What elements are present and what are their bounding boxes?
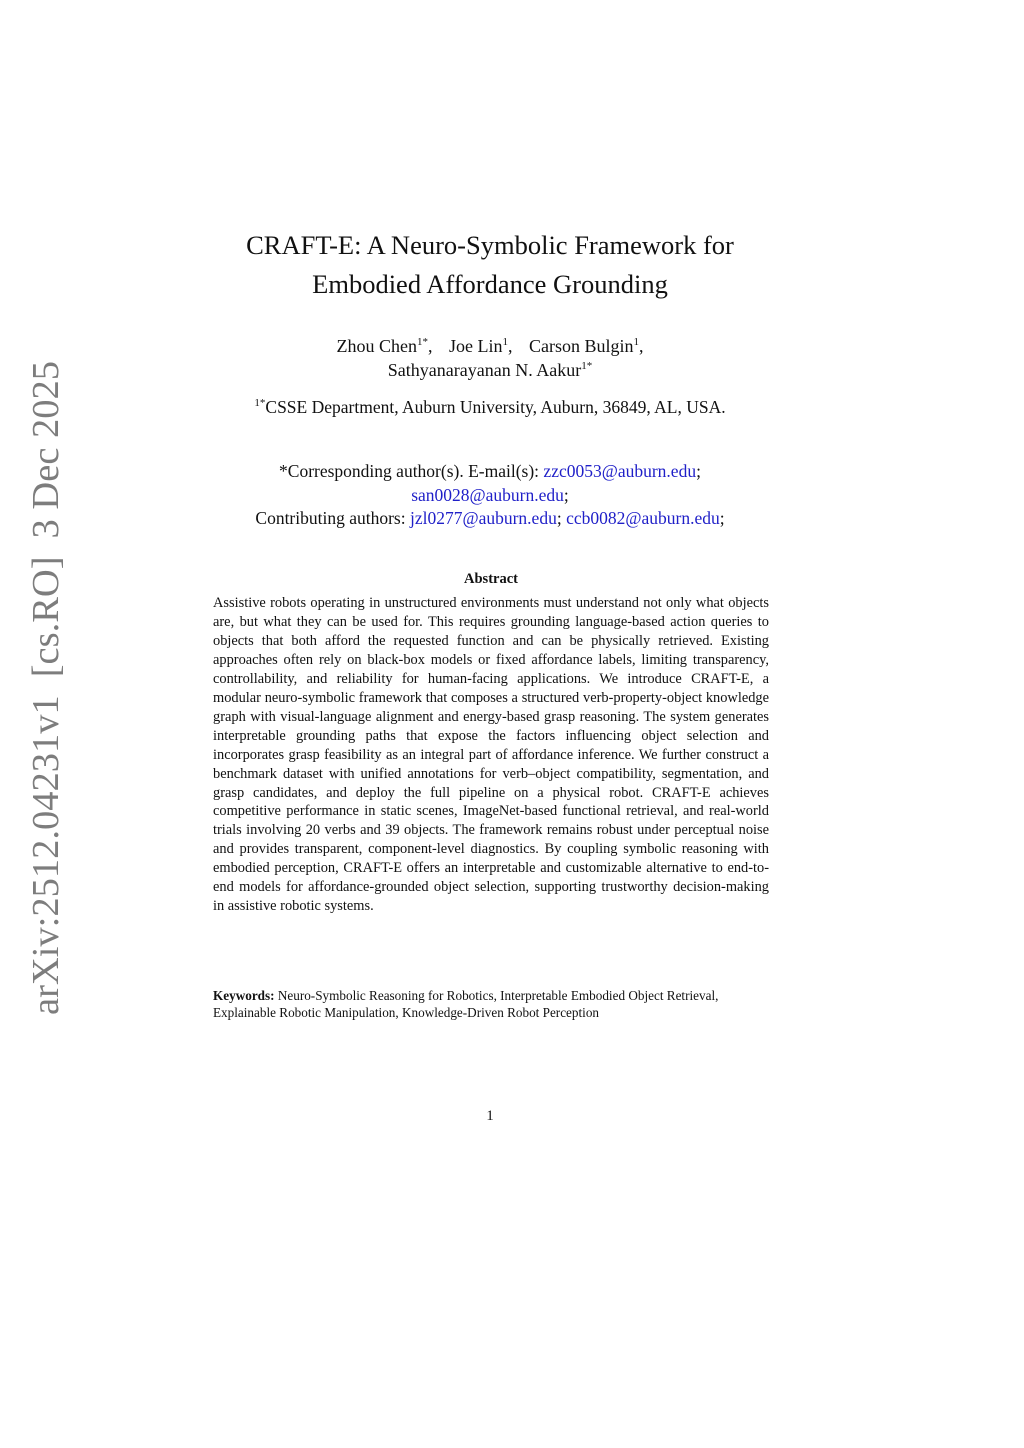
arxiv-stamp bbox=[22, 360, 70, 1015]
email-link[interactable]: zzc0053@auburn.edu bbox=[543, 461, 697, 481]
keywords-label: Keywords: bbox=[213, 988, 275, 1003]
arxiv-category: [cs.RO] bbox=[25, 556, 67, 678]
email-link[interactable]: ccb0082@auburn.edu bbox=[566, 508, 720, 528]
keywords bbox=[213, 988, 769, 1021]
contributing-line: Contributing authors: jzl0277@auburn.edu; ccb0082@auburn.edu; bbox=[255, 508, 725, 528]
title-line-2: Embodied Affordance Grounding bbox=[312, 269, 668, 299]
contributing-label: Contributing authors: bbox=[255, 508, 406, 528]
author-line-2 bbox=[190, 358, 790, 382]
abstract-text: Assistive robots operating in unstructured environments must understand not only what objects are, but what they can be used for. This requires grounding language-based action queries to objects that both afford the requested function and can be physically retrieved. Existing approaches often rely on black-box models or fixed affordance labels, limiting transparency, controllability, and reliability for human-facing applications. We introduce CRAFT-E, a modular neuro-symbolic framework that composes a structured verb-property-object knowledge graph with visual-language alignment and energy-based grasp reasoning. The system generates interpretable grounding paths that expose the factors influencing object selection and incorporates grasp feasibility as an integral part of affordance inference. We further construct a benchmark dataset with unified annotations for verb–object compatibility, segmentation, and grasp candidates, and deploy the full pipeline on a physical robot. CRAFT-E achieves competitive performance in static scenes, ImageNet-based functional retrieval, and real-world trials involving 20 verbs and 39 objects. The framework remains robust under perceptual noise and provides transparent, component-level diagnostics. By coupling symbolic reasoning with embodied perception, CRAFT-E offers an interpretable and customizable alternative to end-to-end models for affordance-grounded object selection, supporting trustworthy decision-making in assistive robotic systems. bbox=[213, 595, 769, 915]
author: Sathyanarayanan N. Aakur$^{1*}$ bbox=[387, 360, 593, 380]
author-list bbox=[190, 334, 790, 382]
corresponding-label: *Corresponding author(s). E-mail(s): bbox=[279, 461, 540, 481]
abstract-heading: Abstract bbox=[464, 571, 518, 587]
corresponding-line-2: san0028@auburn.edu; bbox=[411, 484, 569, 505]
author: Carson Bulgin$^1$, bbox=[528, 336, 644, 356]
arxiv-date: 3 Dec 2025 bbox=[25, 360, 67, 539]
keywords-text: Neuro-Symbolic Reasoning for Robotics, Interpretable Embodied Object Retrieval, Explainable Robotic Manipulation, Knowledge-Driven Robot Perception bbox=[213, 988, 719, 1020]
contact-info bbox=[180, 460, 800, 531]
affiliation bbox=[180, 396, 800, 418]
author: Joe Lin$^1$, bbox=[448, 336, 513, 356]
title-line-1: CRAFT-E: A Neuro-Symbolic Framework for bbox=[246, 230, 734, 260]
corresponding-line: *Corresponding author(s). E-mail(s): zzc0053@auburn.edu; bbox=[279, 461, 701, 481]
paper-title bbox=[190, 226, 790, 304]
arxiv-id: arXiv:2512.04231v1 bbox=[25, 695, 67, 1015]
email-link[interactable]: jzl0277@auburn.edu bbox=[409, 508, 557, 528]
affiliation-marker: 1* bbox=[254, 397, 266, 409]
email-link[interactable]: san0028@auburn.edu bbox=[411, 484, 564, 505]
author-line-1 bbox=[190, 334, 790, 358]
page-number: 1 bbox=[486, 1108, 494, 1124]
author: Zhou Chen$^{1*}$, bbox=[336, 336, 433, 356]
affiliation-text: CSSE Department, Auburn University, Auburn, 36849, AL, USA. bbox=[265, 397, 726, 417]
